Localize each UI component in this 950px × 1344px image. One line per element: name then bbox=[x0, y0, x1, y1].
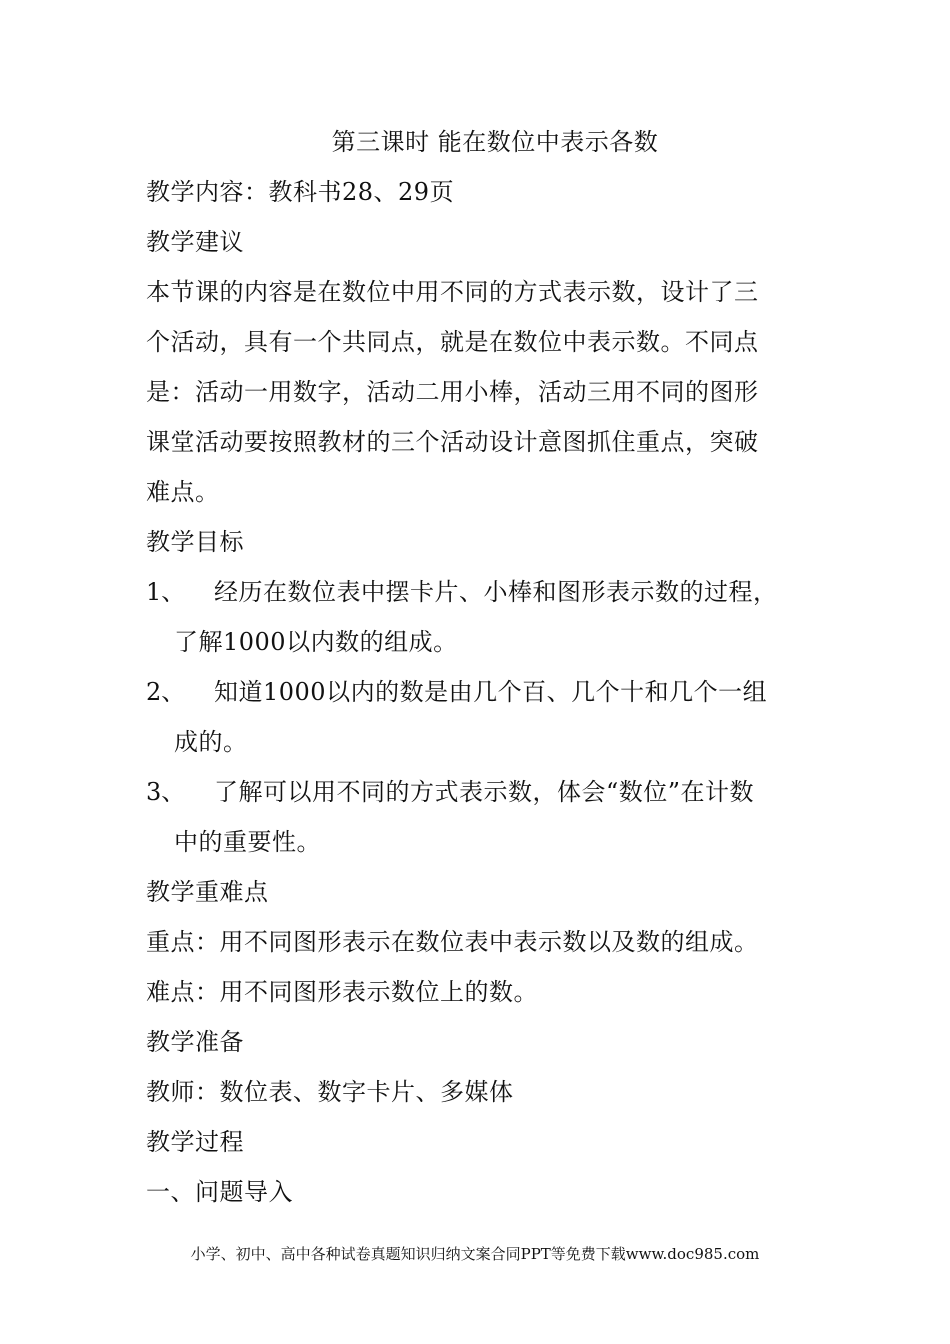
process-step-heading: 一、问题导入 bbox=[146, 1178, 293, 1206]
goal-text-continued: 中的重要性。 bbox=[174, 828, 321, 856]
suggestion-line: 课堂活动要按照教材的三个活动设计意图抓住重点，突破 bbox=[146, 428, 759, 456]
suggestion-line: 难点。 bbox=[146, 478, 220, 506]
goal-text: 经历在数位表中摆卡片、小棒和图形表示数的过程， bbox=[214, 578, 778, 606]
page-footer: 小学、初中、高中各种试卷真题知识归纳文案合同PPT等免费下载www.doc985.com bbox=[190, 1245, 760, 1263]
preparation-line: 教师：数位表、数字卡片、多媒体 bbox=[146, 1078, 514, 1106]
suggestion-line: 是：活动一用数字，活动二用小棒，活动三用不同的图形 bbox=[146, 378, 759, 406]
difficult-point-line: 难点：用不同图形表示数位上的数。 bbox=[146, 978, 538, 1006]
content-line: 教学内容：教科书28、29页 bbox=[146, 178, 455, 206]
goal-text: 了解可以用不同的方式表示数，体会“数位”在计数 bbox=[214, 778, 755, 806]
goal-text-continued: 成的。 bbox=[174, 728, 248, 756]
goal-text: 知道1000以内的数是由几个百、几个十和几个一组 bbox=[214, 678, 768, 706]
suggestion-line: 本节课的内容是在数位中用不同的方式表示数，设计了三 bbox=[146, 278, 759, 306]
goal-text-continued: 了解1000以内数的组成。 bbox=[174, 628, 458, 656]
goal-number: 1、 bbox=[146, 578, 186, 606]
section-heading-goals: 教学目标 bbox=[146, 528, 244, 556]
section-heading-key-points: 教学重难点 bbox=[146, 878, 269, 906]
section-heading-preparation: 教学准备 bbox=[146, 1028, 244, 1056]
goal-number: 3、 bbox=[146, 778, 186, 806]
page-title: 第三课时 能在数位中表示各数 bbox=[331, 128, 659, 156]
section-heading-suggestion: 教学建议 bbox=[146, 228, 244, 256]
goal-number: 2、 bbox=[146, 678, 186, 706]
suggestion-line: 个活动，具有一个共同点，就是在数位中表示数。不同点 bbox=[146, 328, 759, 356]
section-heading-process: 教学过程 bbox=[146, 1128, 244, 1156]
key-point-line: 重点：用不同图形表示在数位表中表示数以及数的组成。 bbox=[146, 928, 759, 956]
